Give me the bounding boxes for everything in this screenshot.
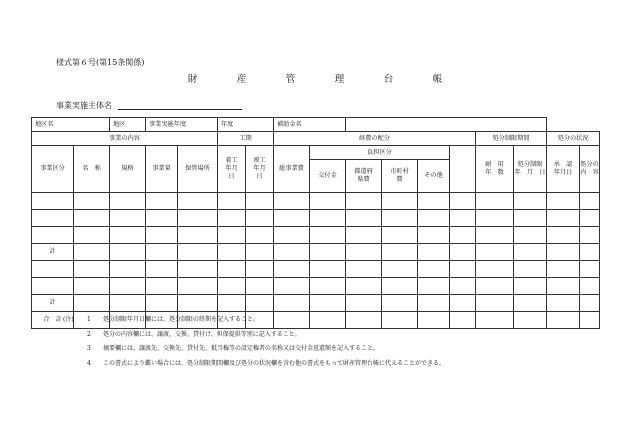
durable-years-header: 耐 用 年 数 (476, 146, 514, 193)
grand-total-label: 合 計 (32, 312, 74, 329)
grant-header: 交付金 (310, 160, 346, 193)
subsidy-name-cell: 補助金名 (274, 118, 346, 132)
property-ledger-table (31, 117, 600, 329)
note-4: 4 この書式により難い場合には、処分制限期間欄及び処分の状況欄を含む他の書式をもって財産管理台帳に代えることができる。 (87, 359, 446, 367)
burden-header: 負担区分 (310, 146, 450, 160)
note-2: 2 処分の内容欄には、譲渡、交換、貸付け、担保提供等別に記入すること。 (87, 330, 301, 338)
category-header: 事業区分 (32, 146, 74, 193)
page-title: 財 産 管 理 台 帳 (187, 74, 458, 85)
note-3: 3 摘要欄には、譲渡先、交換先、貸付先、抵当権等の設定権者の名称又は交付金返還額を記入すること。 (87, 345, 380, 352)
disposal-content-header: 処分の 内 容 (580, 146, 600, 193)
period-group-header: 工期 (218, 132, 274, 146)
status-group-header: 処分の状況 (547, 132, 600, 146)
notes-prefix: (注) (63, 316, 74, 323)
entity-label: 事業実施主体名 (56, 101, 112, 110)
notes (63, 313, 445, 371)
fiscal-year-cell: 年度 (218, 118, 274, 132)
expense-group-header: 経費の配分 (274, 132, 476, 146)
entity-name-line (118, 109, 242, 110)
subsidy-name-value (346, 118, 547, 132)
table-row (32, 278, 600, 295)
end-date-header: 竣工 年月 日 (246, 146, 274, 193)
table-row (32, 261, 600, 278)
other-header: その他 (418, 160, 450, 193)
subtotal-row (32, 295, 600, 312)
table-row (32, 227, 600, 244)
subtotal-row (32, 244, 600, 261)
table-row (32, 193, 600, 210)
prefecture-header: 都道府 県費 (346, 160, 382, 193)
restriction-group-header: 処分制限期間 (476, 132, 547, 146)
note-1: (注) 1 処分制限年月日欄には、処分制限の終期を記入すること。 (63, 313, 445, 328)
content-group-header: 事業の内容 (32, 132, 218, 146)
start-date-header: 着工 年月 日 (218, 146, 246, 193)
spec-header: 規格 (110, 146, 146, 193)
name-header: 名 称 (74, 146, 110, 193)
municipal-header: 市町村 費 (382, 160, 418, 193)
subtotal-label: 計 (32, 295, 74, 312)
total-cost-header: 総事業費 (274, 146, 310, 193)
approval-date-header: 承 認 年月日 (547, 146, 580, 193)
limit-date-header: 処分制限 年 月 日 (514, 146, 547, 193)
year-label-cell: 事業実施年度 (146, 118, 218, 132)
quantity-header: 事業量 (146, 146, 178, 193)
expense-blank-header (450, 146, 476, 193)
subtotal-label: 計 (32, 244, 74, 261)
location-header: 保管場所 (178, 146, 218, 193)
table-row (32, 210, 600, 227)
form-number: 様式第６号(第15条関係) (56, 58, 145, 67)
region-cell: 地区 (110, 118, 146, 132)
region-name-cell: 地区名 (32, 118, 110, 132)
